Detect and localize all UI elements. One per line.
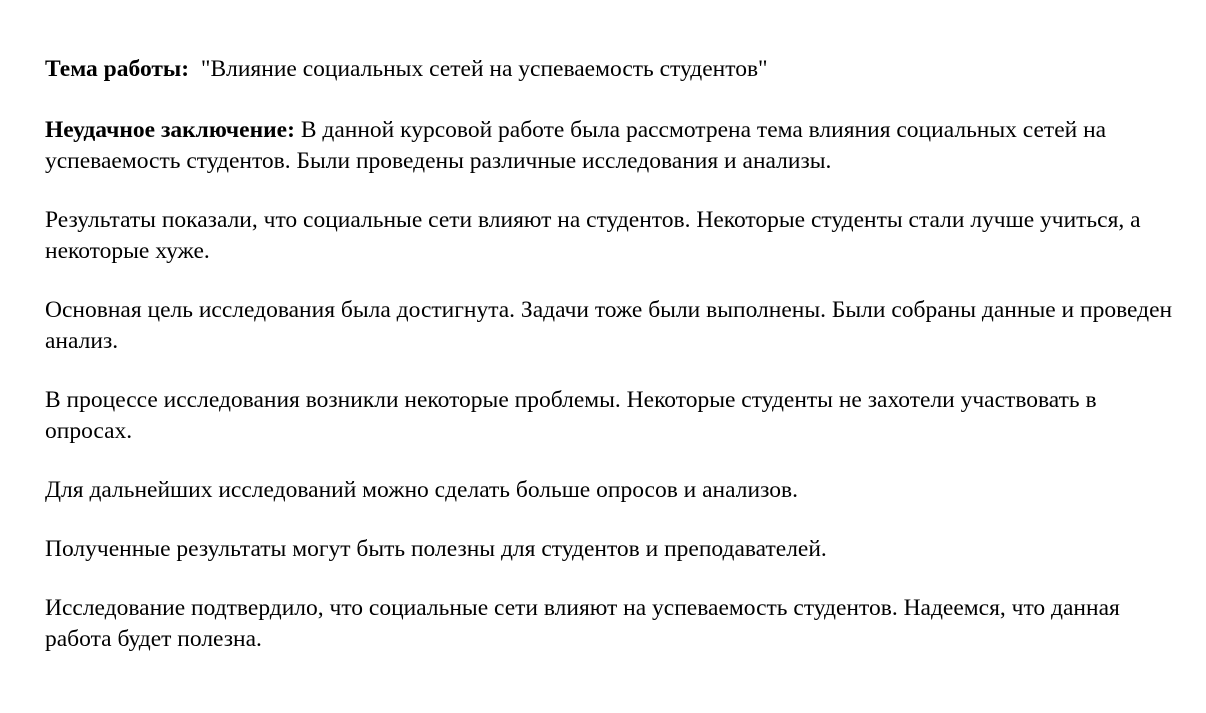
final-paragraph: Исследование подтвердило, что социальные сети влияют на успеваемость студентов. Надеемся, что данная работа будет полезна.	[45, 595, 1120, 652]
goal-paragraph: Основная цель исследования была достигнута. Задачи тоже были выполнены. Были собраны данные и проведен анализ.	[45, 297, 1173, 354]
results-paragraph: Результаты показали, что социальные сети влияют на студентов. Некоторые студенты стали лучше учиться, а некоторые хуже.	[45, 207, 1141, 264]
usefulness-paragraph: Полученные результаты могут быть полезны для студентов и преподавателей.	[45, 536, 827, 562]
topic-text: "Влияние социальных сетей на успеваемость студентов"	[200, 56, 768, 82]
conclusion-label: Неудачное заключение:	[45, 117, 295, 143]
topic-label: Тема работы:	[45, 56, 190, 82]
topic-paragraph	[45, 54, 1185, 85]
future-research-paragraph: Для дальнейших исследований можно сделать больше опросов и анализов.	[45, 477, 798, 503]
document-body	[45, 54, 1185, 683]
conclusion-text: В данной курсовой работе была рассмотрена тема влияния социальных сетей на успеваемость студентов. Были проведены различные исследования и анализы.	[45, 117, 1107, 174]
problems-paragraph: В процессе исследования возникли некоторые проблемы. Некоторые студенты не захотели участвовать в опросах.	[45, 387, 1097, 444]
conclusion-paragraph	[45, 115, 1185, 177]
